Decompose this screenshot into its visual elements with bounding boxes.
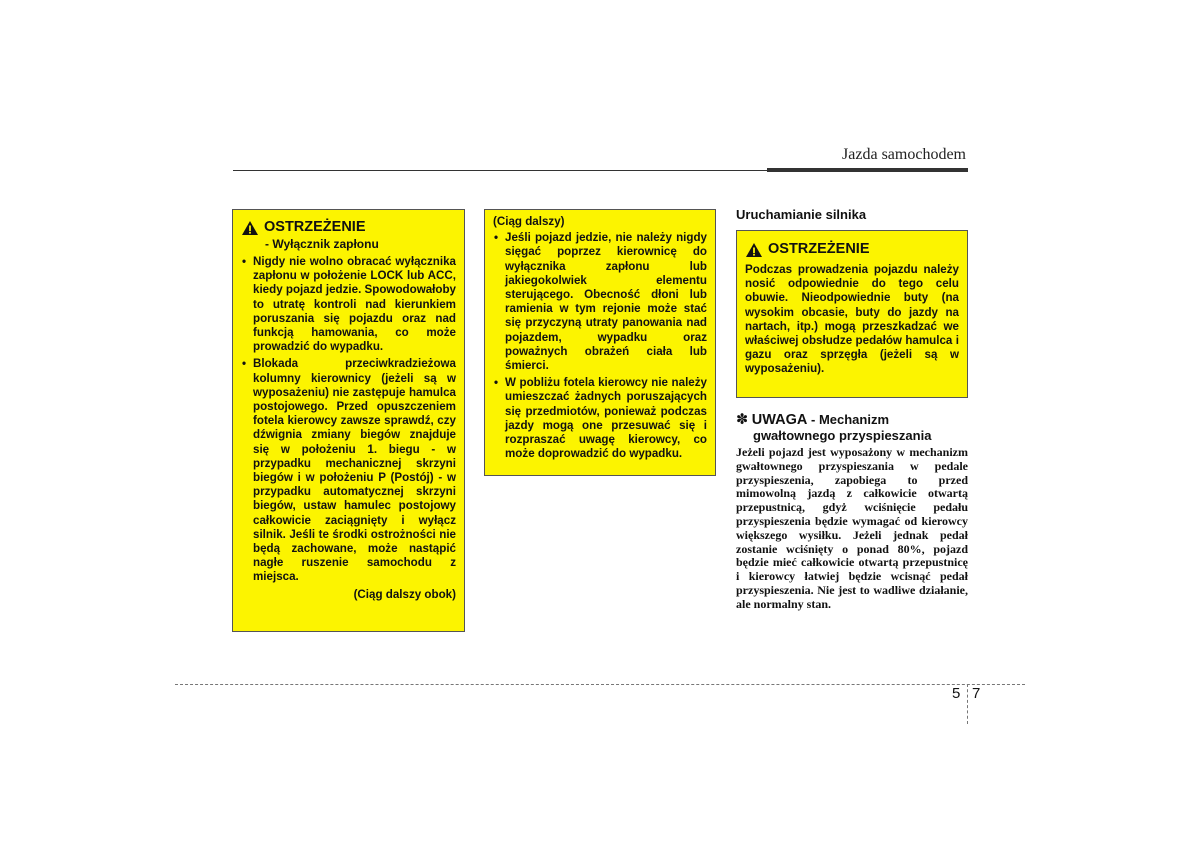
note-text: Jeżeli pojazd jest wyposażony w mechanizm gwałtownego przyspieszania w pedale przyspieszenia, zapobiega to przed mimowolną jazdą z całkowicie otwartą przepustnicą, gdyż wciśnięcie pedału przyspieszenia będzie wymagać od kierowcy większego wysiłku. Jeżeli jednak pedał zostanie wciśnięty o ponad 80%, pojazd będzie mieć całkowicie otwartą przepustnicę i kierowcy łatwiej będzie wcisnąć pedał przyspieszenia. Nie jest to wadliwe działanie, ale normalny stan.	[736, 445, 968, 611]
header-rule-accent	[767, 168, 968, 172]
section-heading: Uruchamianie silnika	[736, 207, 867, 222]
warning-bullet-list	[241, 255, 456, 585]
list-item: • Blokada przeciwkradzieżowa kolumny kierownicy (jeżeli są w wyposażeniu) nie zastępuje hamulca postojowego. Przed opuszczeniem fotela kierowcy zawsze sprawdź, czy dźwignia zmiany biegów znajduje się w położeniu 1. biegu - w przypadku mechanicznej skrzyni biegów i w położeniu P (Postój) - w przypadku automatycznej skrzyni biegów, ustaw hamulec postojowy całkowicie zaciągnięty i wyłącz silnik. Jeśli te środki ostrożności nie będą zachowane, może nastąpić nagłe ruszenie samochodu z miejsca.	[241, 357, 456, 584]
warning-box-ignition	[232, 209, 465, 632]
footer-rule	[175, 684, 1025, 685]
continued-note: (Ciąg dalszy)	[493, 215, 565, 228]
note-block	[736, 412, 968, 612]
warning-subtitle: - Wyłącznik zapłonu	[265, 237, 379, 251]
header-rule	[233, 170, 767, 171]
running-header: Jazda samochodem	[842, 146, 966, 163]
note-title-line2: gwałtownego przyspieszania	[753, 428, 932, 443]
warning-heading	[745, 241, 959, 258]
list-item: • Jeśli pojazd jedzie, nie należy nigdy sięgać poprzez kierownicę do wyłącznika zapłonu lub jakiegokolwiek elementu sterującego. Obecność dłoni lub ramienia w tym rejonie może stać się przyczyną utraty panowania nad pojazdem, wypadku oraz poważnych obrażeń ciała lub śmierci.	[493, 231, 707, 373]
list-item: • W pobliżu fotela kierowcy nie należy umieszczać żadnych poruszających się przedmiotów, ponieważ podczas jazdy mogą one przesuwać się i rozpraszać uwagę kierowcy, co może doprowadzić do wypadku.	[493, 376, 707, 461]
warning-triangle-icon	[241, 220, 259, 236]
list-item: • Nigdy nie wolno obracać wyłącznika zapłonu w położenie LOCK lub ACC, kiedy pojazd jedzie. Spowodowałoby to utratę kontroli nad kierunkiem poruszania się pojazdu oraz nad funkcją hamowania, co może prowadzić do wypadku.	[241, 255, 456, 354]
warning-box-footwear	[736, 230, 968, 398]
note-title: - Mechanizm	[811, 412, 890, 427]
warning-bullet-list	[493, 231, 707, 461]
warning-text: Podczas prowadzenia pojazdu należy nosić odpowiednie do tego celu obuwie. Nieodpowiednie buty (na wysokim obcasie, buty do jazdy na nartach, itp.) mogą przeszkadzać we właściwej obsłudze pedałów hamulca i gazu oraz sprzęgła (jeżeli są w wyposażeniu).	[745, 263, 959, 376]
warning-triangle-icon	[745, 242, 763, 258]
note-label: UWAGA	[751, 412, 808, 428]
note-heading	[736, 412, 968, 443]
warning-heading	[241, 219, 456, 236]
note-symbol-icon: ✽	[736, 412, 749, 428]
continued-note: (Ciąg dalszy obok)	[353, 587, 456, 601]
page-number-separator	[967, 684, 968, 724]
page-number: 7	[972, 685, 981, 702]
warning-title: OSTRZEŻENIE	[768, 241, 870, 257]
warning-title: OSTRZEŻENIE	[264, 219, 366, 235]
warning-box-continued	[484, 209, 716, 476]
chapter-number: 5	[952, 685, 961, 702]
